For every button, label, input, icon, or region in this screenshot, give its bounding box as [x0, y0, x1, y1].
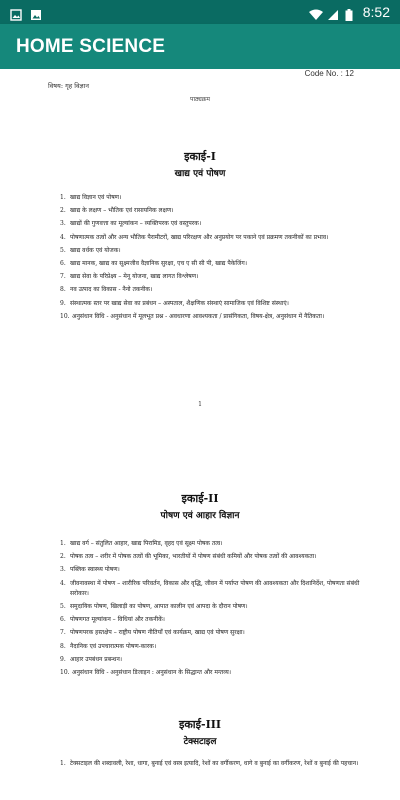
- app-title: HOME SCIENCE: [16, 35, 166, 57]
- status-bar: [0, 0, 400, 24]
- list-item: 5. खाद्य वर्धक एवं योजक।: [60, 246, 121, 254]
- app-bar: [0, 24, 400, 69]
- list-item: 4. जीवनावस्था में पोषण – शारीरिक परिवर्तन, विकास और वृद्धि, जीवन में पर्याप्त पोषण की आवश्यकता और दिशानिर्देश, पोषणता संबंधी सरोकार।: [60, 579, 360, 597]
- list-item: 6. पोषणगत मूल्यांकन – विधियां और तकनीकें।: [60, 616, 165, 624]
- list-item: 8. नैदानिक एवं उपचारात्मक पोषण-कारक।: [60, 642, 157, 650]
- status-time: 8:52: [362, 4, 390, 20]
- page-number: 1: [198, 401, 202, 408]
- unit-1-title: इकाई-I: [184, 150, 216, 163]
- unit-1-list: [60, 193, 370, 325]
- list-item: 6. खाद्य मानक, खाद्य का सूक्ष्मजीव वैज्ञानिक सुरक्षा, एच ए सी सी पी, खाद्य पैकेजिंग।: [60, 259, 248, 267]
- unit-2-heading: [0, 491, 400, 521]
- wifi-icon: [309, 6, 321, 18]
- list-item: 1. खाद्य वर्ग – संतुलित आहार, खाद्य पिरामिड, वृहद एवं सूक्ष्म पोषक तत्व।: [60, 540, 223, 547]
- subject-line: विषय: गृह विज्ञान: [48, 82, 90, 90]
- unit-3-subtitle: टेक्सटाइल: [183, 737, 217, 747]
- list-item: 10. अनुसंधान विधि - अनुसंधान में मूलभूत प्रश्न - अवधारणा आवश्यकता / प्रासंगिकता, विषय-क्षेत्र, अनुसंधान में नैतिकता।: [60, 312, 325, 320]
- list-item: 9. आहार उपबंधन प्रबन्धन।: [60, 655, 123, 663]
- unit-3-list: [60, 759, 370, 772]
- list-item: 4. पोषणात्मक तत्वों और अन्य भौतिक पैरामीटरों, खाद्य परिरक्षण और अनुप्रयोग पर पकाने एवं प्रक्रमण तकनीकों का प्रभाव।: [60, 233, 329, 241]
- list-item: 2. पोषक तत्व – शरीर में पोषक तत्वों की भूमिका, भारतीयों में पोषण संबंधी कमियों और पोषक तत्वों की आवश्यकता।: [60, 553, 317, 561]
- unit-2-title: इकाई-II: [181, 492, 219, 505]
- list-item: 9. संस्थात्मक स्तर पर खाद्य सेवा का प्रबंधन – अस्पताल, शैक्षणिक संस्थाएं सामाजिक एवं विशिष्ट संस्थाएं।: [60, 299, 289, 307]
- syllabus-heading: पाठ्यक्रम: [190, 96, 210, 103]
- unit-3-title: इकाई-III: [178, 718, 222, 731]
- list-item: 8. नव उत्पाद का विकास - नैनो तकनीक।: [60, 286, 153, 294]
- unit-2-list: [60, 539, 370, 681]
- image-icon: [10, 6, 22, 18]
- document-viewer[interactable]: [0, 69, 400, 800]
- list-item: 10. अनुसंधान विधि - अनुसंधान डिजाइन : अनुसंधान के सिद्धान्त और मन्तव्य।: [60, 668, 232, 676]
- unit-2-subtitle: पोषण एवं आहार विज्ञान: [160, 511, 240, 521]
- list-item: 3. पब्लिक स्वास्थ्य पोषण।: [60, 566, 120, 574]
- list-item: 7. पोषणपरक हस्तक्षेप – राष्ट्रीय पोषण नीतियाँ एवं कार्यक्रम, खाद्य एवं पोषण सुरक्षा।: [60, 629, 245, 637]
- unit-1-heading: [0, 149, 400, 179]
- photo-icon: [30, 6, 42, 18]
- unit-1-subtitle: खाद्य एवं पोषण: [174, 169, 226, 179]
- list-item: 2. खाद्य के लक्षण – भौतिक एवं रासायनिक लक्षण।: [60, 207, 174, 215]
- list-item: 3. खाद्यों की गुणवत्ता का मूल्यांकन – व्यक्तिपरक एवं वस्तुपरक।: [60, 220, 202, 228]
- signal-icon: [327, 6, 339, 18]
- list-item: 7. खाद्य सेवा के परिप्रेक्ष्य – मेनू योजना, खाद्य लागत विश्लेषण।: [60, 273, 199, 281]
- battery-icon: [345, 6, 357, 18]
- unit-3-heading: [0, 717, 400, 747]
- list-item: 1. टेक्सटाइल की शब्दावली, रेशा, धागा, बुनाई एवं वस्त्र इत्यादि, रेशों का वर्गीकरण, धागे व बुनाई का वर्गीकरण, रेशों व बुनाई की पहचान।: [60, 760, 359, 767]
- list-item: 1. खाद्य विज्ञान एवं पोषण।: [60, 194, 122, 201]
- code-number: Code No. : 12: [304, 69, 354, 78]
- list-item: 5. समुदायिक पोषण, खिलाड़ी का पोषण, आपात कालीन एवं आपदा के दौरान पोषण।: [60, 602, 248, 610]
